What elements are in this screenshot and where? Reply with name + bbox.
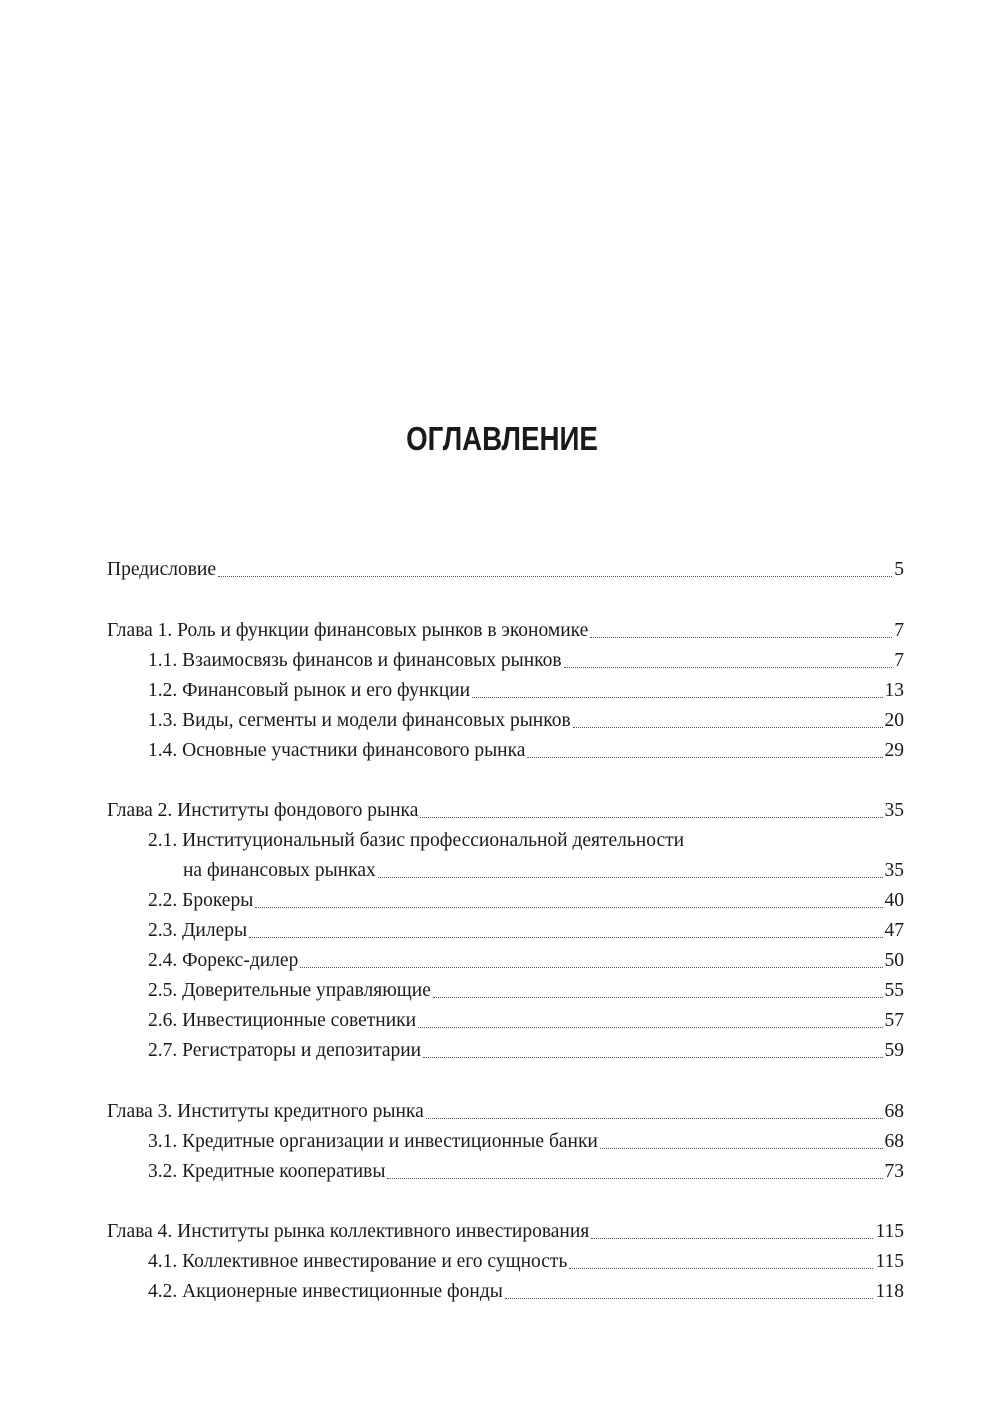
toc-entry-text: 1.2. Финансовый рынок и его функции [148, 680, 471, 701]
dot-leader [472, 697, 882, 698]
toc-entry-text: 2.5. Доверительные управляющие [148, 980, 431, 1001]
toc-page-number: 13 [884, 680, 904, 701]
dot-leader [564, 667, 893, 668]
toc-page-number: 5 [894, 559, 904, 580]
toc-entry-1-4[interactable] [148, 736, 904, 766]
toc-entry-text: на финансовых рынках [183, 860, 376, 881]
toc-page-number: 7 [894, 650, 904, 671]
dot-leader [387, 1178, 882, 1179]
toc-entry-text: 3.2. Кредитные кооперативы [148, 1161, 386, 1182]
toc-page-number: 50 [884, 950, 904, 971]
dot-leader [249, 937, 882, 938]
toc-entry-2-5[interactable] [148, 976, 904, 1006]
toc-entry-4-2[interactable] [148, 1277, 904, 1307]
toc-entry-text: 2.4. Форекс-дилер [148, 950, 299, 971]
toc-entry-text: 2.6. Инвестиционные советники [148, 1010, 417, 1031]
toc-page-number: 29 [884, 740, 904, 761]
toc-page-number: 115 [875, 1251, 904, 1272]
toc-entry-1-1[interactable] [148, 646, 904, 676]
toc-entry-chapter-1[interactable] [107, 616, 904, 646]
dot-leader [420, 817, 882, 818]
dot-leader [569, 1268, 873, 1269]
dot-leader [255, 907, 882, 908]
toc-page-number: 55 [884, 980, 904, 1001]
toc-entry-3-1[interactable] [148, 1127, 904, 1157]
dot-leader [218, 576, 892, 577]
toc-page-number: 35 [884, 800, 904, 821]
toc-page-number: 118 [875, 1281, 904, 1302]
page-title: ОГЛАВЛЕНИЕ [406, 420, 598, 457]
toc-entry-text: 2.3. Дилеры [148, 920, 248, 941]
toc-page-number: 57 [884, 1010, 904, 1031]
toc-page-number: 7 [894, 620, 904, 641]
toc-entry-text: 4.1. Коллективное инвестирование и его сущность [148, 1251, 568, 1272]
toc-page-number: 68 [884, 1131, 904, 1152]
toc-entry-text: 2.7. Регистраторы и депозитарии [148, 1040, 422, 1061]
dot-leader [600, 1148, 883, 1149]
dot-leader [300, 967, 882, 968]
toc-page-number: 20 [884, 710, 904, 731]
toc-entry-text: 2.1. Институциональный базис профессиональной деятельности [148, 830, 685, 851]
dot-leader [433, 997, 883, 998]
dot-leader [426, 1118, 883, 1119]
toc-entry-text: 4.2. Акционерные инвестиционные фонды [148, 1281, 503, 1302]
toc-page-number: 73 [884, 1161, 904, 1182]
toc-entry-2-3[interactable] [148, 916, 904, 946]
toc-entry-text: 1.1. Взаимосвязь финансов и финансовых рынков [148, 650, 562, 671]
dot-leader [527, 757, 882, 758]
toc-page-number: 47 [884, 920, 904, 941]
toc-entry-text: Глава 2. Институты фондового рынка [107, 800, 419, 821]
toc-entry-preface[interactable] [107, 555, 904, 585]
toc-page-number: 35 [884, 860, 904, 881]
dot-leader [573, 727, 883, 728]
toc-entry-2-1-line1[interactable] [148, 826, 904, 856]
toc-entry-chapter-2[interactable] [107, 796, 904, 826]
dot-leader [591, 1238, 873, 1239]
dot-leader [418, 1027, 882, 1028]
toc-entry-1-3[interactable] [148, 706, 904, 736]
toc-entry-2-6[interactable] [148, 1006, 904, 1036]
toc-entry-text: Глава 3. Институты кредитного рынка [107, 1101, 424, 1122]
toc-entry-2-2[interactable] [148, 886, 904, 916]
toc-page-number: 68 [884, 1101, 904, 1122]
toc-page-number: 40 [884, 890, 904, 911]
toc-entry-text: Глава 4. Институты рынка коллективного инвестирования [107, 1221, 590, 1242]
toc-entry-1-2[interactable] [148, 676, 904, 706]
toc-entry-text: Глава 1. Роль и функции финансовых рынков в экономике [107, 620, 589, 641]
toc-entry-text: 1.3. Виды, сегменты и модели финансовых рынков [148, 710, 571, 731]
toc-entry-text: 1.4. Основные участники финансового рынка [148, 740, 526, 761]
toc-page-number: 59 [884, 1040, 904, 1061]
toc-entry-3-2[interactable] [148, 1157, 904, 1187]
toc-entry-chapter-3[interactable] [107, 1097, 904, 1127]
toc-entry-text: 2.2. Брокеры [148, 890, 254, 911]
dot-leader [423, 1057, 882, 1058]
dot-leader [505, 1298, 874, 1299]
dot-leader [378, 877, 883, 878]
toc-entry-text: 3.1. Кредитные организации и инвестиционные банки [148, 1131, 598, 1152]
toc-entry-chapter-4[interactable] [107, 1217, 904, 1247]
toc-entry-4-1[interactable] [148, 1247, 904, 1277]
toc-entry-2-7[interactable] [148, 1036, 904, 1066]
dot-leader [590, 637, 892, 638]
toc-entry-2-4[interactable] [148, 946, 904, 976]
toc-entry-2-1[interactable] [148, 856, 904, 886]
toc-page-number: 115 [875, 1221, 904, 1242]
toc-entry-text: Предисловие [107, 559, 217, 580]
